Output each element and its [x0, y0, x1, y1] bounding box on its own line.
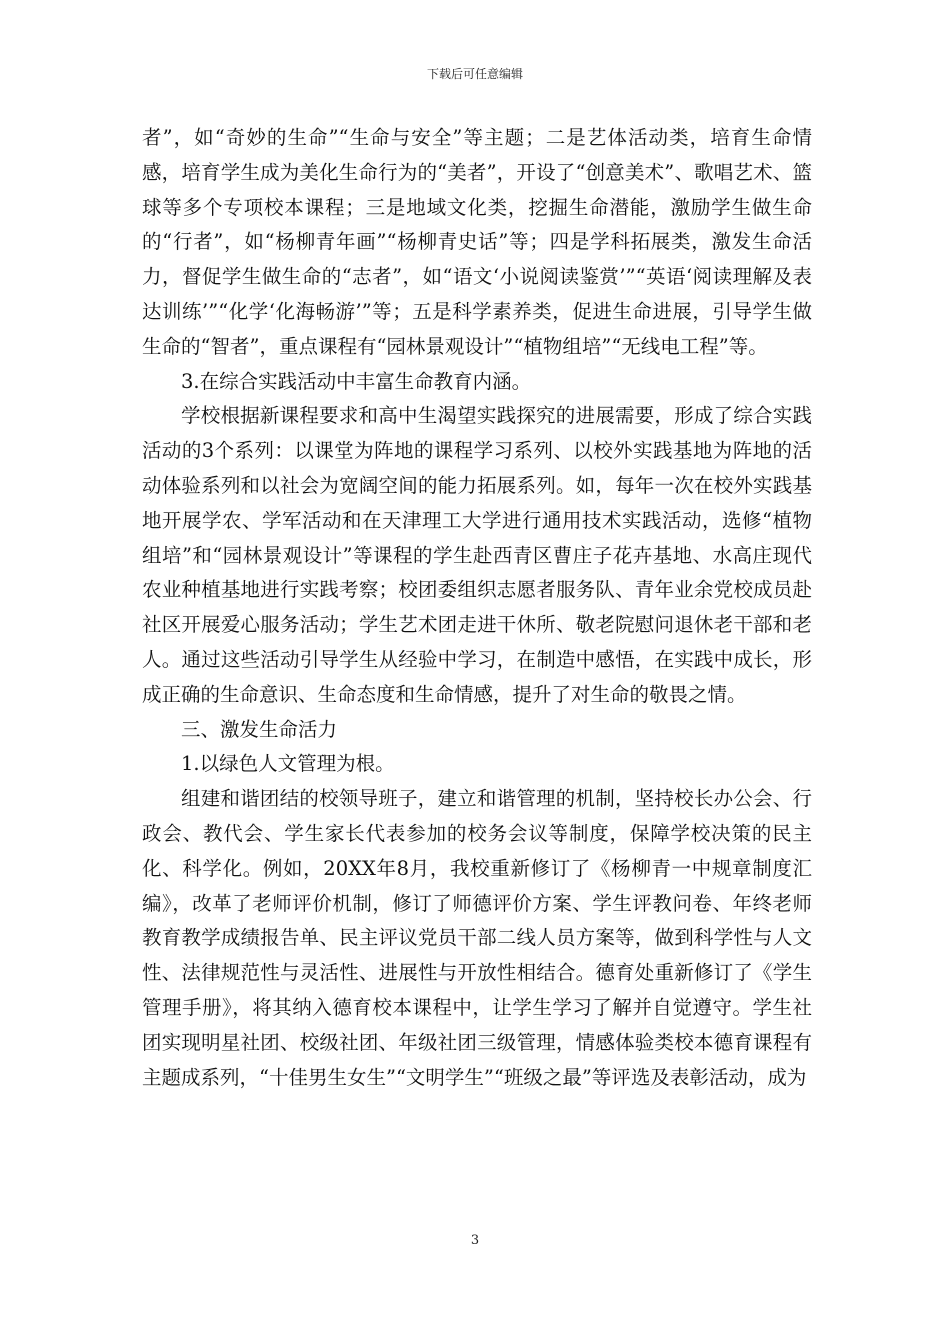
paragraph-green-management: 组建和谐团结的校领导班子，建立和谐管理的机制，坚持校长办公会、行政会、教代会、学生家长代表参加的校务会议等制度，保障学校决策的民主化、科学化。例如，20XX年8月，我校重新修订了《杨柳青一中规章制度汇编》，改革了老师评价机制，修订了师德评价方案、学生评教问卷、年终老师教育教学成绩报告单、民主评议党员干部二线人员方案等，做到科学性与人文性、法律规范性与灵活性、进展性与开放性相结合。德育处重新修订了《学生管理手册》，将其纳入德育校本课程中，让学生学习了解并自觉遵守。学生社团实现明星社团、校级社团、年级社团三级管理，情感体验类校本德育课程有主题成系列，“十佳男生女生”“文明学生”“班级之最”等评选及表彰活动，成为	[142, 787, 812, 1089]
subheading-green-management: 1.以绿色人文管理为根。	[181, 752, 395, 776]
section-heading-vitality: 三、激发生命活力	[181, 717, 338, 741]
paragraph-course-categories: 者”，如“奇妙的生命”“生命与安全”等主题；二是艺体活动类，培育生命情感，培育学生成为美化生命行为的“美者”，开设了“创意美术”、歌唱艺术、篮球等多个专项校本课程；三是地域文化类，挖掘生命潜能，激励学生做生命的“行者”，如“杨柳青年画”“杨柳青史话”等；四是学科拓展类，激发生命活力，督促学生做生命的“志者”，如“语文‘小说阅读鉴赏’”“英语‘阅读理解及表达训练’”“化学‘化海畅游’”等；五是科学素养类，促进生命进展，引导学生做生命的“智者”，重点课程有“园林景观设计”“植物组培”“无线电工程”等。	[142, 126, 812, 358]
page-header: 下载后可任意编辑	[426, 67, 523, 81]
body-text	[142, 121, 812, 1095]
paragraph-practice-activities: 学校根据新课程要求和高中生渴望实践探究的进展需要，形成了综合实践活动的3个系列：以课堂为阵地的课程学习系列、以校外实践基地为阵地的活动体验系列和以社会为宽阔空间的能力拓展系列。如，每年一次在校外实践基地开展学农、学军活动和在天津理工大学进行通用技术实践活动，选修“植物组培”和“园林景观设计”等课程的学生赴西青区曹庄子花卉基地、水高庄现代农业种植基地进行实践考察；校团委组织志愿者服务队、青年业余党校成员赴社区开展爱心服务活动；学生艺术团走进干休所、敬老院慰问退休老干部和老人。通过这些活动引导学生从经验中学习，在制造中感悟，在实践中成长，形成正确的生命意识、生命态度和生命情感，提升了对生命的敬畏之情。	[142, 404, 812, 706]
subheading-practice-activities: 3.在综合实践活动中丰富生命教育内涵。	[181, 369, 532, 393]
page-number: 3	[470, 1233, 480, 1248]
